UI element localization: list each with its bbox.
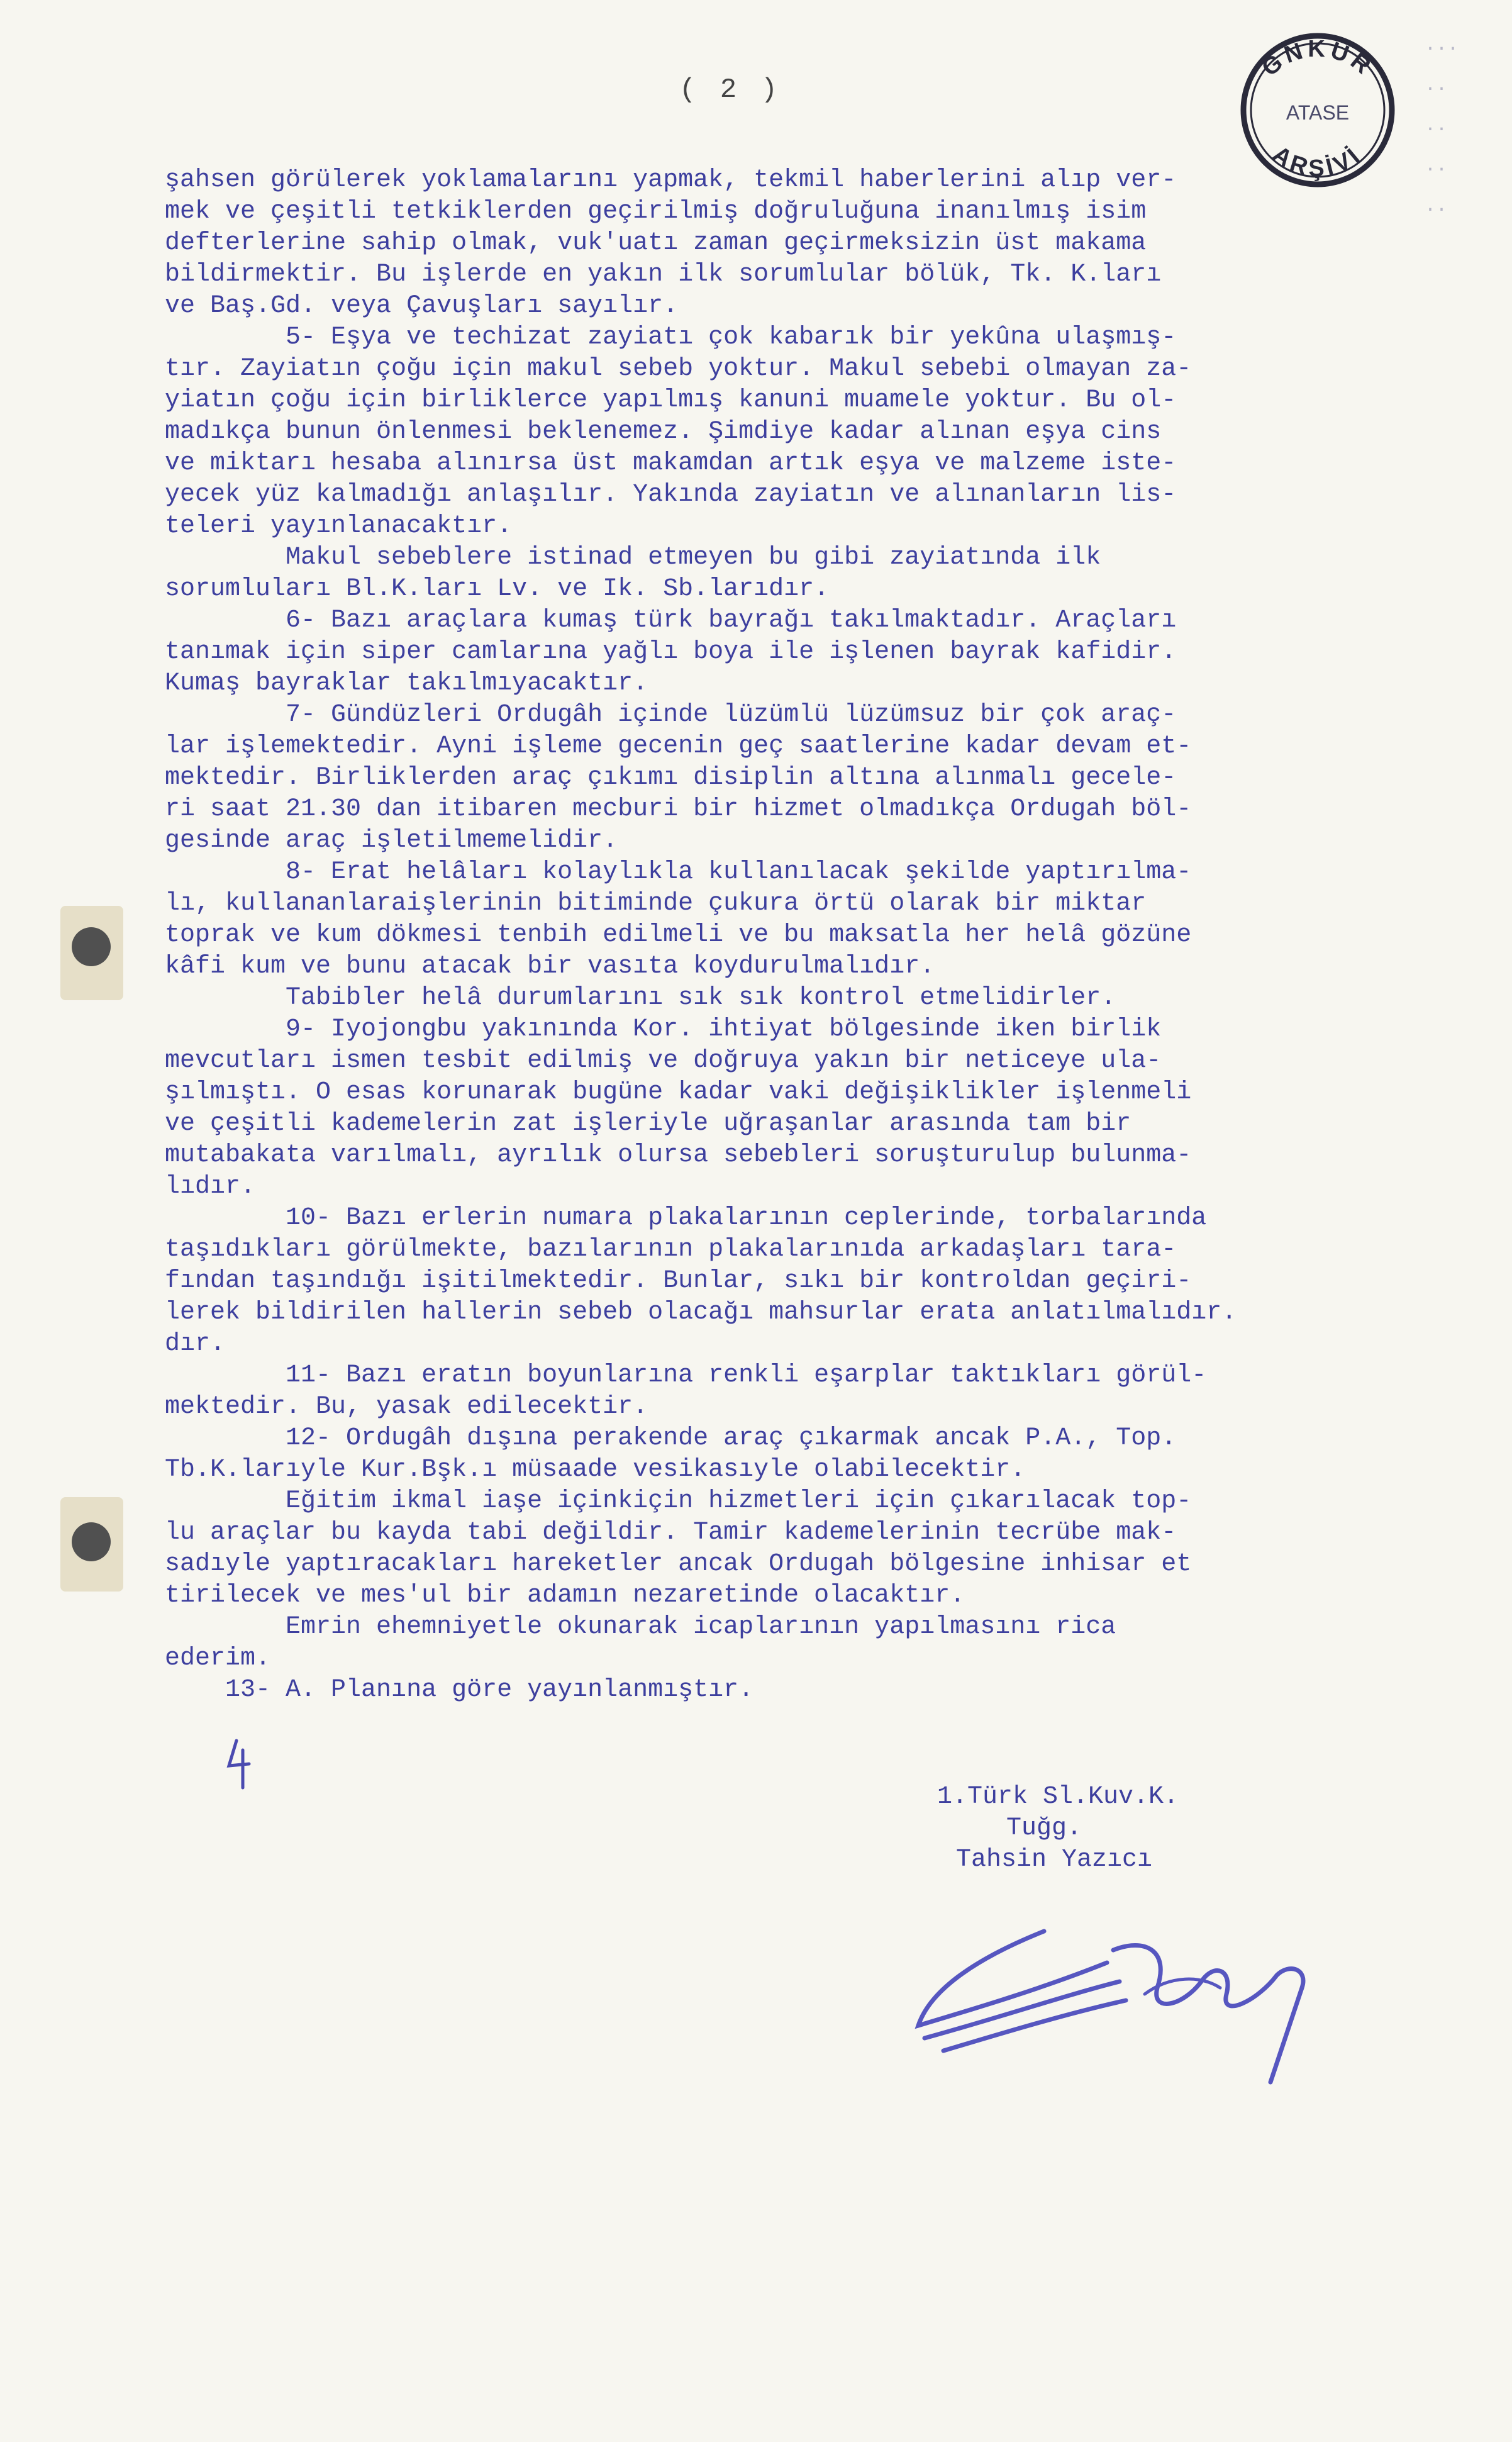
text-line: mevcutları ismen tesbit edilmiş ve doğruya yakın bir neticeye ula- <box>165 1047 1162 1075</box>
text-line: Eğitim ikmal iaşe içinkiçin hizmetleri için çıkarılacak top- <box>165 1487 1192 1515</box>
handwritten-signature <box>906 1912 1346 2101</box>
text-line: ederim. <box>165 1644 271 1673</box>
text-line: madıkça bunun önlenmesi beklenemez. Şimdiye kadar alınan eşya cins <box>165 418 1162 446</box>
text-line: şılmıştı. O esas korunarak bugüne kadar vaki değişiklikler işlenmeli <box>165 1078 1192 1107</box>
text-line: Tb.K.larıyle Kur.Bşk.ı müsaade vesikasıyle olabilecektir. <box>165 1456 1026 1484</box>
margin-note-line: .. <box>1425 75 1448 96</box>
text-line: fından taşındığı işitilmektedir. Bunlar, sıkı bir kontroldan geçiri- <box>165 1267 1192 1295</box>
margin-note-line: .. <box>1425 155 1448 177</box>
page-number: ( 2 ) <box>679 74 782 106</box>
text-line: bildirmektir. Bu işlerde en yakın ilk sorumlular bölük, Tk. K.ları <box>165 260 1162 289</box>
text-line: sorumluları Bl.K.ları Lv. ve Ik. Sb.larıdır. <box>165 575 830 603</box>
text-line: yiatın çoğu için birliklerce yapılmış kanuni muamele yoktur. Bu ol- <box>165 386 1177 415</box>
text-line: tır. Zayiatın çoğu için makul sebeb yoktur. Makul sebebi olmayan za- <box>165 355 1192 383</box>
text-line: Emrin ehemniyetle okunarak icaplarının yapılmasını rica <box>165 1613 1116 1641</box>
document-body <box>165 165 1442 1706</box>
text-line: yecek yüz kalmadığı anlaşılır. Yakında zayiatın ve alınanların lis- <box>165 481 1177 509</box>
punch-hole-upper <box>72 927 111 966</box>
text-line: Makul sebeblere istinad etmeyen bu gibi zayiatında ilk <box>165 544 1101 572</box>
text-line: şahsen görülerek yoklamalarını yapmak, tekmil haberlerini alıp ver- <box>165 166 1177 194</box>
margin-note-line: .. <box>1425 115 1448 137</box>
text-line: kâfi kum ve bunu atacak bir vasıta koydurulmalıdır. <box>165 952 935 981</box>
text-line: mektedir. Bu, yasak edilecektir. <box>165 1393 648 1421</box>
text-line: ve miktarı hesaba alınırsa üst makamdan artık eşya ve malzeme iste- <box>165 449 1177 477</box>
text-line: lerek bildirilen hallerin sebeb olacağı mahsurlar erata anlatılmalıdır. <box>165 1298 1237 1327</box>
text-line: toprak ve kum dökmesi tenbih edilmeli ve bu maksatla her helâ gözüne <box>165 921 1192 949</box>
svg-text:GNKUR <box>1257 36 1378 82</box>
stamp-top-text: GNKUR <box>1257 35 1379 82</box>
text-line: Kumaş bayraklar takılmıyacaktır. <box>165 669 648 698</box>
text-line: tirilecek ve mes'ul bir adamın nezaretinde olacaktır. <box>165 1581 965 1610</box>
text-line: taşıdıkları görülmekte, bazılarının plakalarınıda arkadaşları tara- <box>165 1235 1177 1264</box>
text-line: mutabakata varılmalı, ayrılık olursa sebebleri soruşturulup bulunma- <box>165 1141 1192 1169</box>
text-line: teleri yayınlanacaktır. <box>165 512 513 540</box>
text-line: lı, kullananlaraişlerinin bitiminde çukura örtü olarak bir miktar <box>165 889 1147 918</box>
text-line: lar işlemektedir. Ayni işleme gecenin geç saatlerine kadar devam et- <box>165 732 1192 761</box>
text-line: dır. <box>165 1330 226 1358</box>
text-line: 13- A. Planına göre yayınlanmıştır. <box>165 1676 754 1704</box>
text-line: 12- Ordugâh dışına perakende araç çıkarmak ancak P.A., Top. <box>165 1424 1177 1452</box>
signature-rank: Tuğg. <box>1006 1814 1082 1843</box>
text-line: mektedir. Birliklerden araç çıkımı disiplin altına alınmalı gecele- <box>165 764 1177 792</box>
text-line: defterlerine sahip olmak, vuk'uatı zaman geçirmeksizin üst makama <box>165 229 1147 257</box>
text-line: ri saat 21.30 dan itibaren mecburi bir hizmet olmadıkça Ordugah böl- <box>165 795 1192 823</box>
text-line: 6- Bazı araçlara kumaş türk bayrağı takılmaktadır. Araçları <box>165 606 1177 635</box>
text-line: 11- Bazı eratın boyunlarına renkli eşarplar taktıkları görül- <box>165 1361 1207 1390</box>
text-line: gesinde araç işletilmemelidir. <box>165 827 618 855</box>
signature-unit: 1.Türk Sl.Kuv.K. <box>937 1783 1179 1811</box>
text-line: mek ve çeşitli tetkiklerden geçirilmiş doğruluğuna inanılmış isim <box>165 198 1147 226</box>
text-line: 5- Eşya ve techizat zayiatı çok kabarık bir yekûna ulaşmış- <box>165 323 1177 352</box>
text-line: lu araçlar bu kayda tabi değildir. Tamir kademelerinin tecrübe mak- <box>165 1519 1177 1547</box>
margin-note-line: .. <box>1425 196 1448 217</box>
text-line: ve çeşitli kademelerin zat işleriyle uğraşanlar arasında tam bir <box>165 1110 1131 1138</box>
punch-hole-lower <box>72 1522 111 1561</box>
text-line: 10- Bazı erlerin numara plakalarının ceplerinde, torbalarında <box>165 1204 1207 1232</box>
text-line: Tabibler helâ durumlarını sık sık kontrol etmelidirler. <box>165 984 1116 1012</box>
stamp-middle-text: ATASE <box>1286 101 1350 124</box>
text-line: tanımak için siper camlarına yağlı boya ile işlenen bayrak kafidir. <box>165 638 1177 666</box>
text-line: lıdır. <box>165 1173 256 1201</box>
text-line: sadıyle yaptıracakları hareketler ancak Ordugah bölgesine inhisar et <box>165 1550 1192 1578</box>
handwritten-initial <box>224 1737 262 1794</box>
text-line: 8- Erat helâları kolaylıkla kullanılacak şekilde yaptırılma- <box>165 858 1192 886</box>
signature-block <box>937 1781 1179 1876</box>
text-line: 7- Gündüzleri Ordugâh içinde lüzümlü lüzümsuz bir çok araç- <box>165 701 1177 729</box>
margin-note-line: ... <box>1425 35 1459 56</box>
text-line: 9- Iyojongbu yakınında Kor. ihtiyat bölgesinde iken birlik <box>165 1015 1162 1044</box>
signature-name: Tahsin Yazıcı <box>956 1846 1153 1874</box>
stamp-bottom-text: ARŞİVİ <box>1267 141 1368 182</box>
text-line: ve Baş.Gd. veya Çavuşları sayılır. <box>165 292 679 320</box>
